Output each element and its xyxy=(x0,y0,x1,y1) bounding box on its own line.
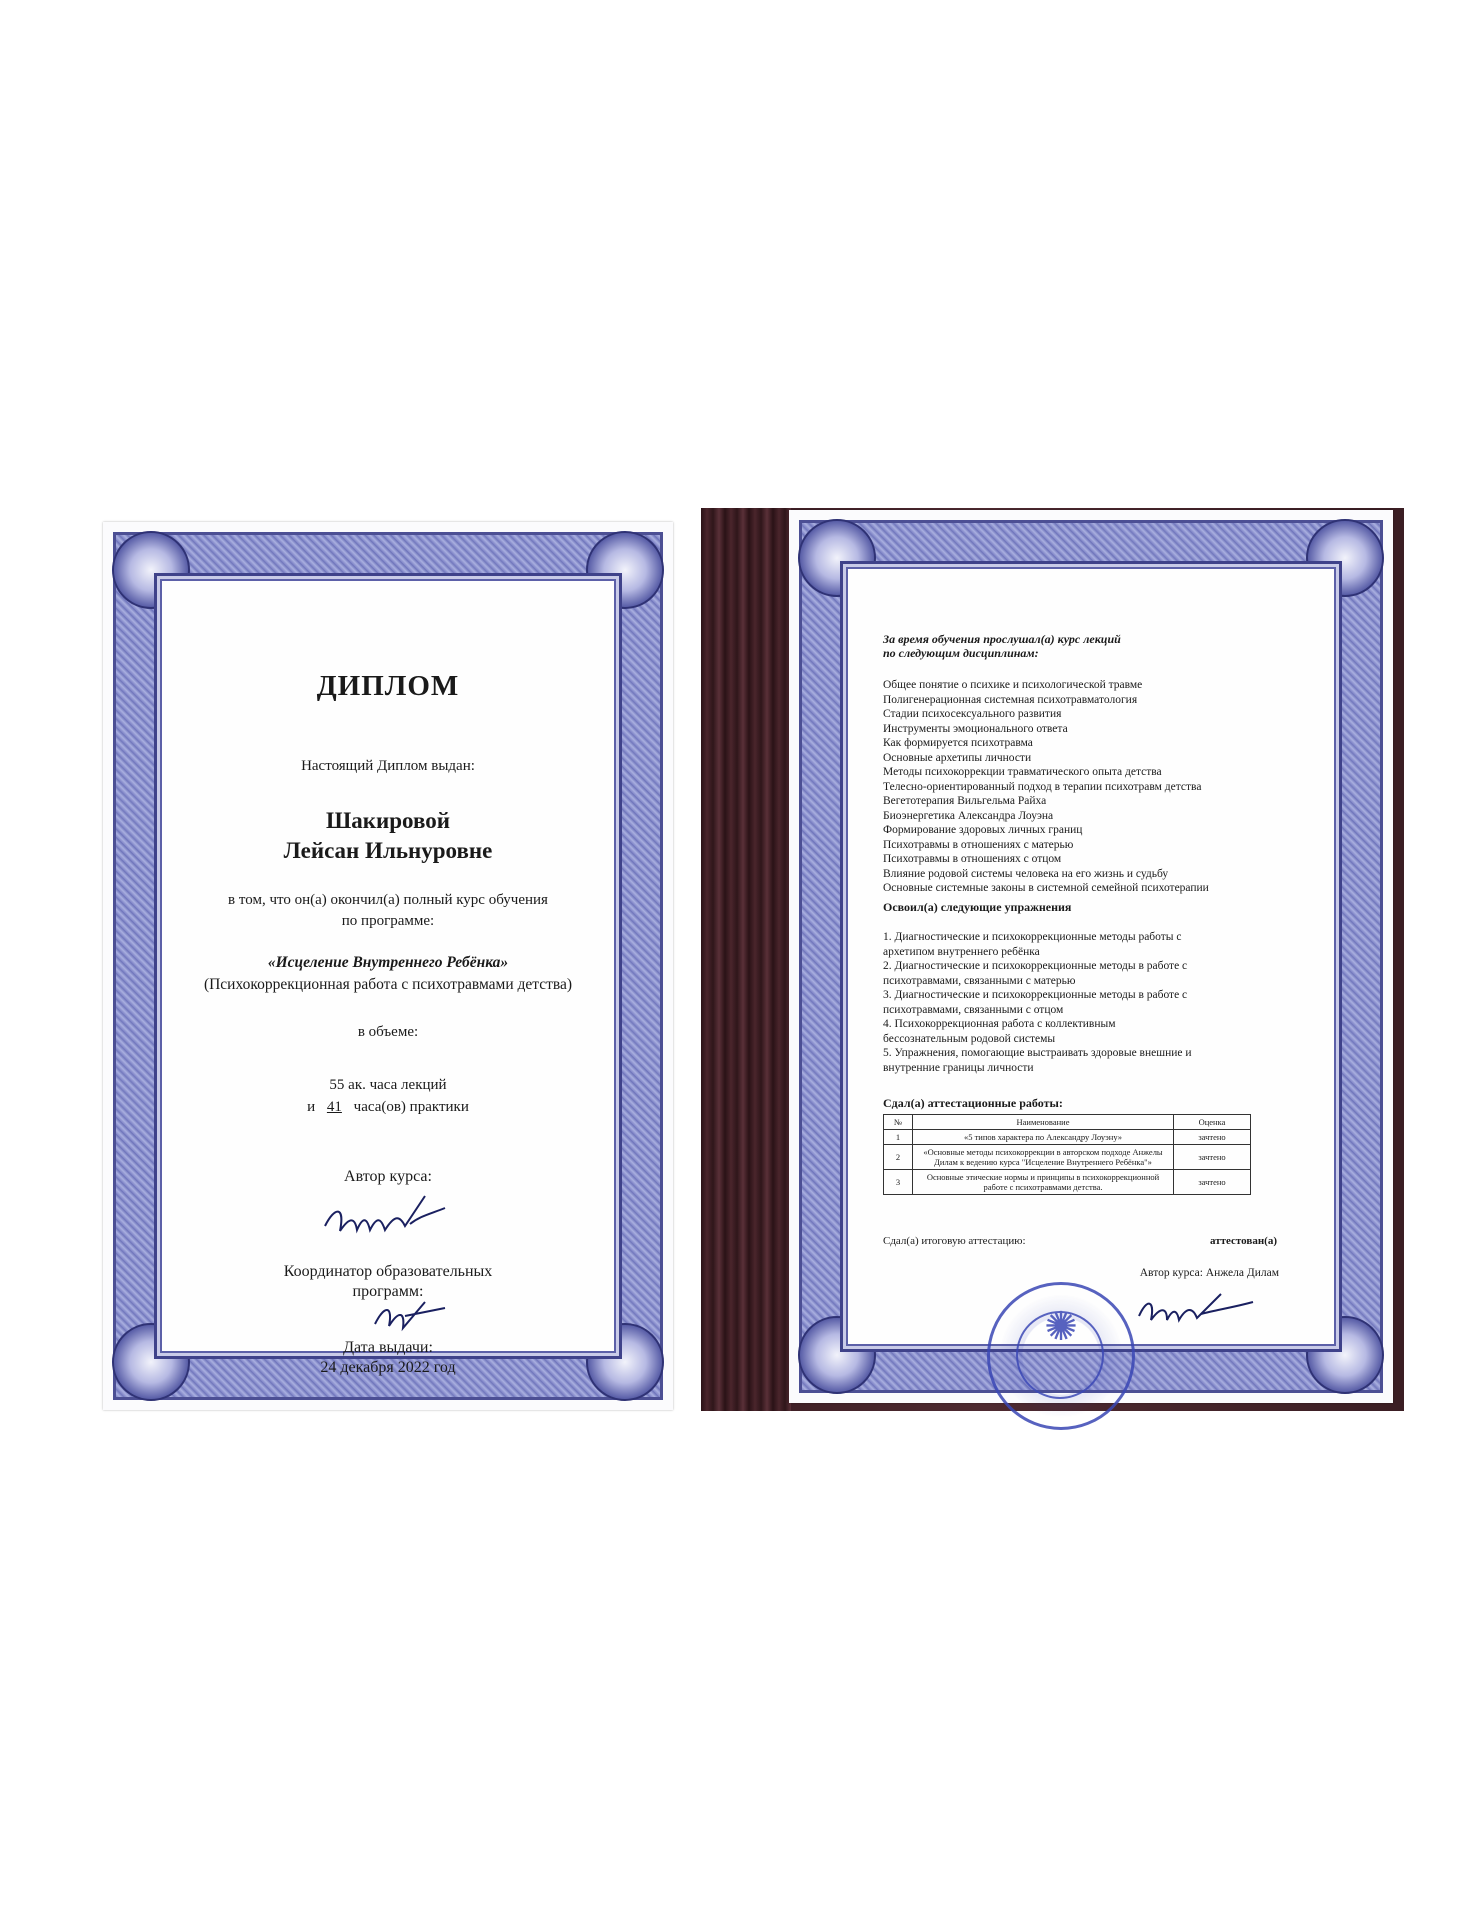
course-author: Автор курса: Анжела Дилам xyxy=(1139,1267,1279,1279)
discipline-item: Полигенерационная системная психотравматология xyxy=(883,693,1138,706)
discipline-item: Психотравмы в отношениях с матерью xyxy=(883,838,1074,851)
discipline-item: Как формируется психотравма xyxy=(883,737,1033,749)
program xyxy=(155,952,621,996)
discipline-item: Вегетотерапия Вильгельма Райха xyxy=(883,795,1047,807)
col-header-name: Наименование xyxy=(913,1115,1174,1130)
row-name: «Основные методы психокоррекции в авторском подходе Анжелы Дилам к ведению курса "Исцеление Внутреннего Ребёнка"» xyxy=(913,1145,1174,1170)
exercise-line: 2. Диагностические и психокоррекционные методы в работе с xyxy=(883,960,1188,972)
discipline-item: Основные архетипы личности xyxy=(883,751,1032,764)
final-attestation xyxy=(883,1234,1317,1249)
author-signature xyxy=(1131,1286,1261,1330)
disciplines-list xyxy=(883,678,1317,896)
table-row xyxy=(884,1145,1251,1170)
coordinator-signature xyxy=(365,1294,465,1334)
disciplines-heading-line-1: За время обучения прослушал(а) курс лекций xyxy=(883,632,1121,646)
row-grade: зачтено xyxy=(1174,1170,1251,1195)
discipline-item: Биоэнергетика Александра Лоуэна xyxy=(883,809,1054,822)
diploma-front-page xyxy=(103,522,673,1410)
recipient-given-names: Лейсан Ильнуровне xyxy=(283,838,493,863)
exercise-line: 3. Диагностические и психокоррекционные методы в работе с xyxy=(883,989,1188,1001)
disciplines-heading xyxy=(883,632,1317,660)
exercise-line: бессознательным родовой системы xyxy=(883,1032,1056,1045)
table-row xyxy=(884,1170,1251,1195)
final-attestation-result: аттестован(а) xyxy=(1209,1235,1277,1247)
row-grade: зачтено xyxy=(1174,1145,1251,1170)
front-content xyxy=(155,574,621,1376)
row-number: 1 xyxy=(884,1130,913,1145)
official-stamp xyxy=(987,1282,1135,1430)
lecture-hours: 55 ак. часа лекций xyxy=(329,1077,447,1093)
discipline-item: Психотравмы в отношениях с отцом xyxy=(883,853,1062,865)
date-value: 24 декабря 2022 год xyxy=(320,1359,456,1376)
discipline-item: Основные системные законы в системной семейной психотерапии xyxy=(883,882,1209,894)
recipient-name xyxy=(155,806,621,866)
coordinator-line-2: программ: xyxy=(352,1283,424,1300)
date-label: Дата выдачи: xyxy=(343,1339,433,1356)
program-title: «Исцеление Внутреннего Ребёнка» xyxy=(267,954,509,971)
discipline-item: Стадии психосексуального развития xyxy=(883,708,1062,720)
exercise-line: 4. Психокоррекционная работа с коллективным xyxy=(883,1018,1116,1030)
completion-line-2: по программе: xyxy=(341,913,435,929)
practice-hours: 41 xyxy=(326,1099,342,1115)
author-label: Автор курса: xyxy=(344,1168,432,1185)
discipline-item: Формирование здоровых личных границ xyxy=(883,824,1083,836)
disciplines-heading-line-2: по следующим дисциплинам: xyxy=(883,646,1039,660)
completion-line-1: в том, что он(а) окончил(а) полный курс обучения xyxy=(228,892,548,908)
discipline-item: Общее понятие о психике и психологической травме xyxy=(883,679,1143,691)
table-row xyxy=(884,1130,1251,1145)
volume-label: в объеме: xyxy=(357,1024,419,1040)
stamp-emblem-icon: ✺ xyxy=(1044,1304,1078,1349)
row-number: 2 xyxy=(884,1145,913,1170)
exercises-list xyxy=(883,930,1317,1075)
table-header-row xyxy=(884,1115,1251,1130)
recipient-surname: Шакировой xyxy=(326,808,450,833)
exercises-heading: Освоил(а) следующие упражнения xyxy=(883,900,1072,914)
col-header-grade: Оценка xyxy=(1174,1115,1251,1130)
issued-label: Настоящий Диплом выдан: xyxy=(301,758,475,774)
discipline-item: Методы психокоррекции травматического опыта детства xyxy=(883,766,1162,778)
completion-text xyxy=(155,890,621,932)
coordinator-line-1: Координатор образовательных xyxy=(283,1263,493,1280)
exercise-line: архетипом внутреннего ребёнка xyxy=(883,945,1040,958)
practice-hours-row xyxy=(155,1096,621,1118)
row-grade: зачтено xyxy=(1174,1130,1251,1145)
hours xyxy=(155,1074,621,1118)
diploma-title: ДИПЛОМ xyxy=(316,670,460,702)
row-name: Основные этические нормы и принципы в психокоррекционной работе с психотравмами детства. xyxy=(913,1170,1174,1195)
attestation-heading: Сдал(а) аттестационные работы: xyxy=(883,1096,1063,1110)
folder-spine xyxy=(701,508,791,1411)
program-subtitle: (Психокоррекционная работа с психотравмами детства) xyxy=(203,976,573,993)
row-name: «5 типов характера по Александру Лоуэну» xyxy=(913,1130,1174,1145)
discipline-item: Телесно-ориентированный подход в терапии психотравм детства xyxy=(883,780,1202,793)
discipline-item: Влияние родовой системы человека на его жизнь и судьбу xyxy=(883,867,1169,880)
discipline-item: Инструменты эмоционального ответа xyxy=(883,722,1068,735)
diploma-back-page xyxy=(789,510,1393,1403)
back-content xyxy=(841,562,1341,1351)
issue-date xyxy=(155,1338,621,1378)
author-signature xyxy=(315,1186,455,1246)
exercise-line: 1. Диагностические и психокоррекционные методы работы с xyxy=(883,931,1182,943)
final-attestation-label: Сдал(а) итоговую аттестацию: xyxy=(883,1235,1026,1247)
exercise-line: психотравмами, связанными с матерью xyxy=(883,974,1076,987)
practice-suffix: часа(ов) практики xyxy=(353,1099,469,1115)
row-number: 3 xyxy=(884,1170,913,1195)
attestation-table xyxy=(883,1114,1251,1195)
exercise-line: внутренние границы личности xyxy=(883,1061,1034,1074)
exercise-line: 5. Упражнения, помогающие выстраивать здоровые внешние и xyxy=(883,1047,1192,1059)
col-header-number: № xyxy=(884,1115,913,1130)
practice-prefix: и xyxy=(307,1099,316,1115)
exercise-line: психотравмами, связанными с отцом xyxy=(883,1003,1064,1016)
program-title-row xyxy=(155,952,621,974)
